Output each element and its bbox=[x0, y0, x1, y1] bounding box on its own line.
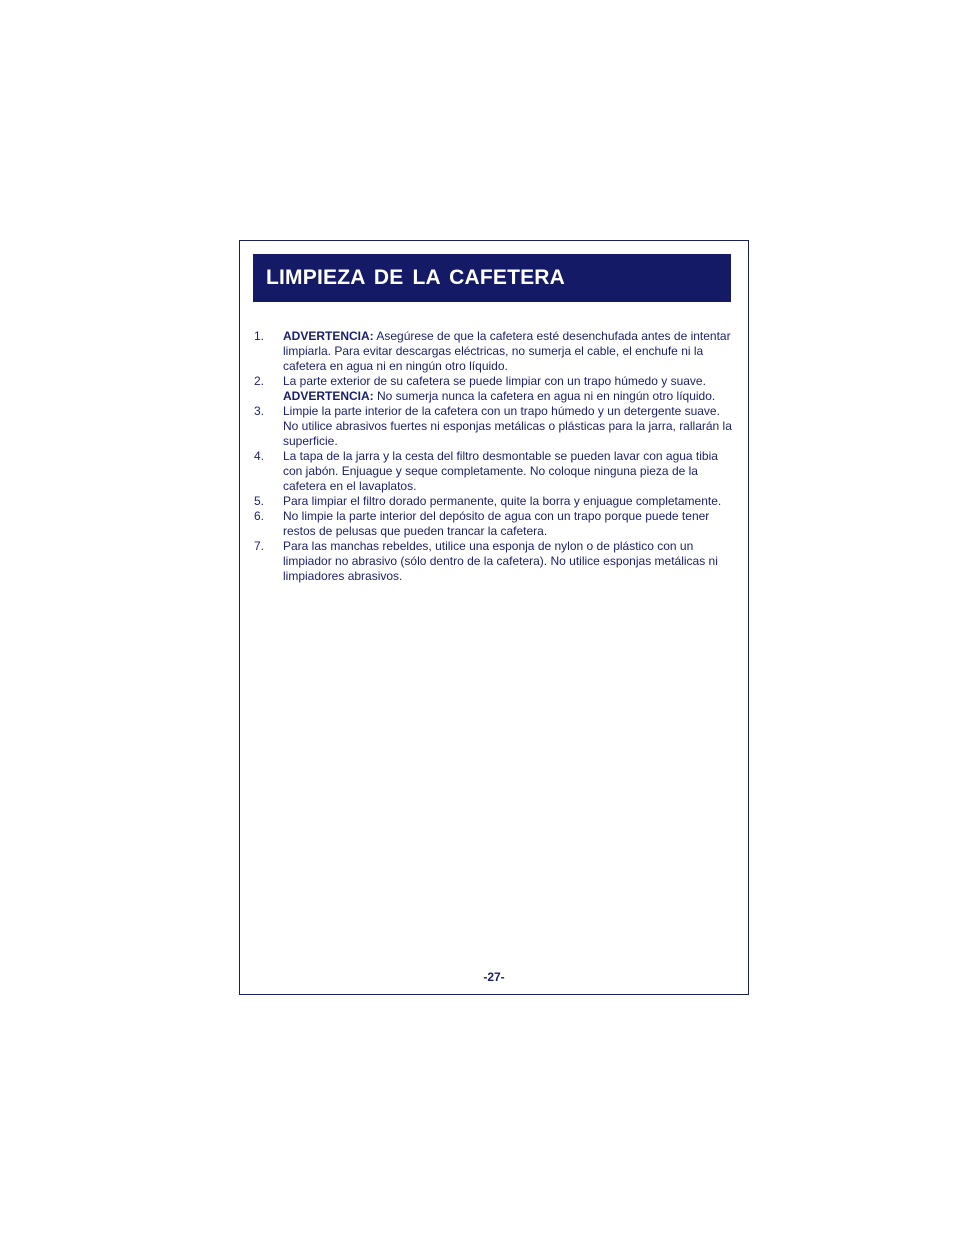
step-text: Para limpiar el filtro dorado permanente, quite la borra y enjuague completamente. bbox=[283, 494, 722, 508]
step-text: Para las manchas rebeldes, utilice una esponja de nylon o de plástico con un limpiador no abrasivo (sólo dentro de la cafetera). No utilice esponjas metálicas ni limpiadores abrasivos. bbox=[283, 539, 718, 583]
list-item bbox=[254, 449, 732, 494]
list-item bbox=[254, 329, 732, 374]
page-title: LIMPIEZA DE LA CAFETERA bbox=[266, 266, 566, 289]
warning-label: ADVERTENCIA: bbox=[283, 389, 374, 403]
step-text: Limpie la parte interior de la cafetera con un trapo húmedo y un detergente suave. No utilice abrasivos fuertes ni esponjas metálicas o plásticas para la jarra, rallarán la superficie. bbox=[283, 404, 732, 448]
step-number: 4. bbox=[254, 449, 265, 463]
step-text-after: No sumerja nunca la cafetera en agua ni en ningún otro líquido. bbox=[373, 389, 716, 403]
step-number: 1. bbox=[254, 329, 265, 343]
list-item bbox=[254, 539, 732, 584]
warning-label: ADVERTENCIA: bbox=[283, 329, 374, 343]
step-number: 7. bbox=[254, 539, 265, 553]
step-text: No limpie la parte interior del depósito de agua con un trapo porque puede tener restos de pelusas que pueden trancar la cafetera. bbox=[283, 509, 710, 538]
title-bar bbox=[253, 254, 731, 302]
page-number: -27- bbox=[483, 970, 505, 984]
step-number: 6. bbox=[254, 509, 265, 523]
list-item bbox=[254, 494, 732, 509]
step-text-before: La parte exterior de su cafetera se puede limpiar con un trapo húmedo y suave. bbox=[283, 374, 706, 388]
list-item bbox=[254, 374, 732, 404]
step-text-after: Asegúrese de que la cafetera esté desenchufada antes de intentar limpiarla. Para evitar descargas eléctricas, no sumerja el cable, el enchufe ni la cafetera en agua ni en ningún otro líquido. bbox=[283, 329, 731, 373]
step-text bbox=[283, 374, 732, 404]
page-frame bbox=[239, 240, 749, 995]
step-text bbox=[283, 329, 732, 374]
step-number: 5. bbox=[254, 494, 265, 508]
list-item bbox=[254, 509, 732, 539]
list-item bbox=[254, 404, 732, 449]
step-number: 3. bbox=[254, 404, 265, 418]
step-text: La tapa de la jarra y la cesta del filtro desmontable se pueden lavar con agua tibia con jabón. Enjuague y seque completamente. No coloque ninguna pieza de la cafetera en el lavaplatos. bbox=[283, 449, 718, 493]
step-number: 2. bbox=[254, 374, 265, 388]
cleaning-steps-list bbox=[254, 329, 732, 584]
